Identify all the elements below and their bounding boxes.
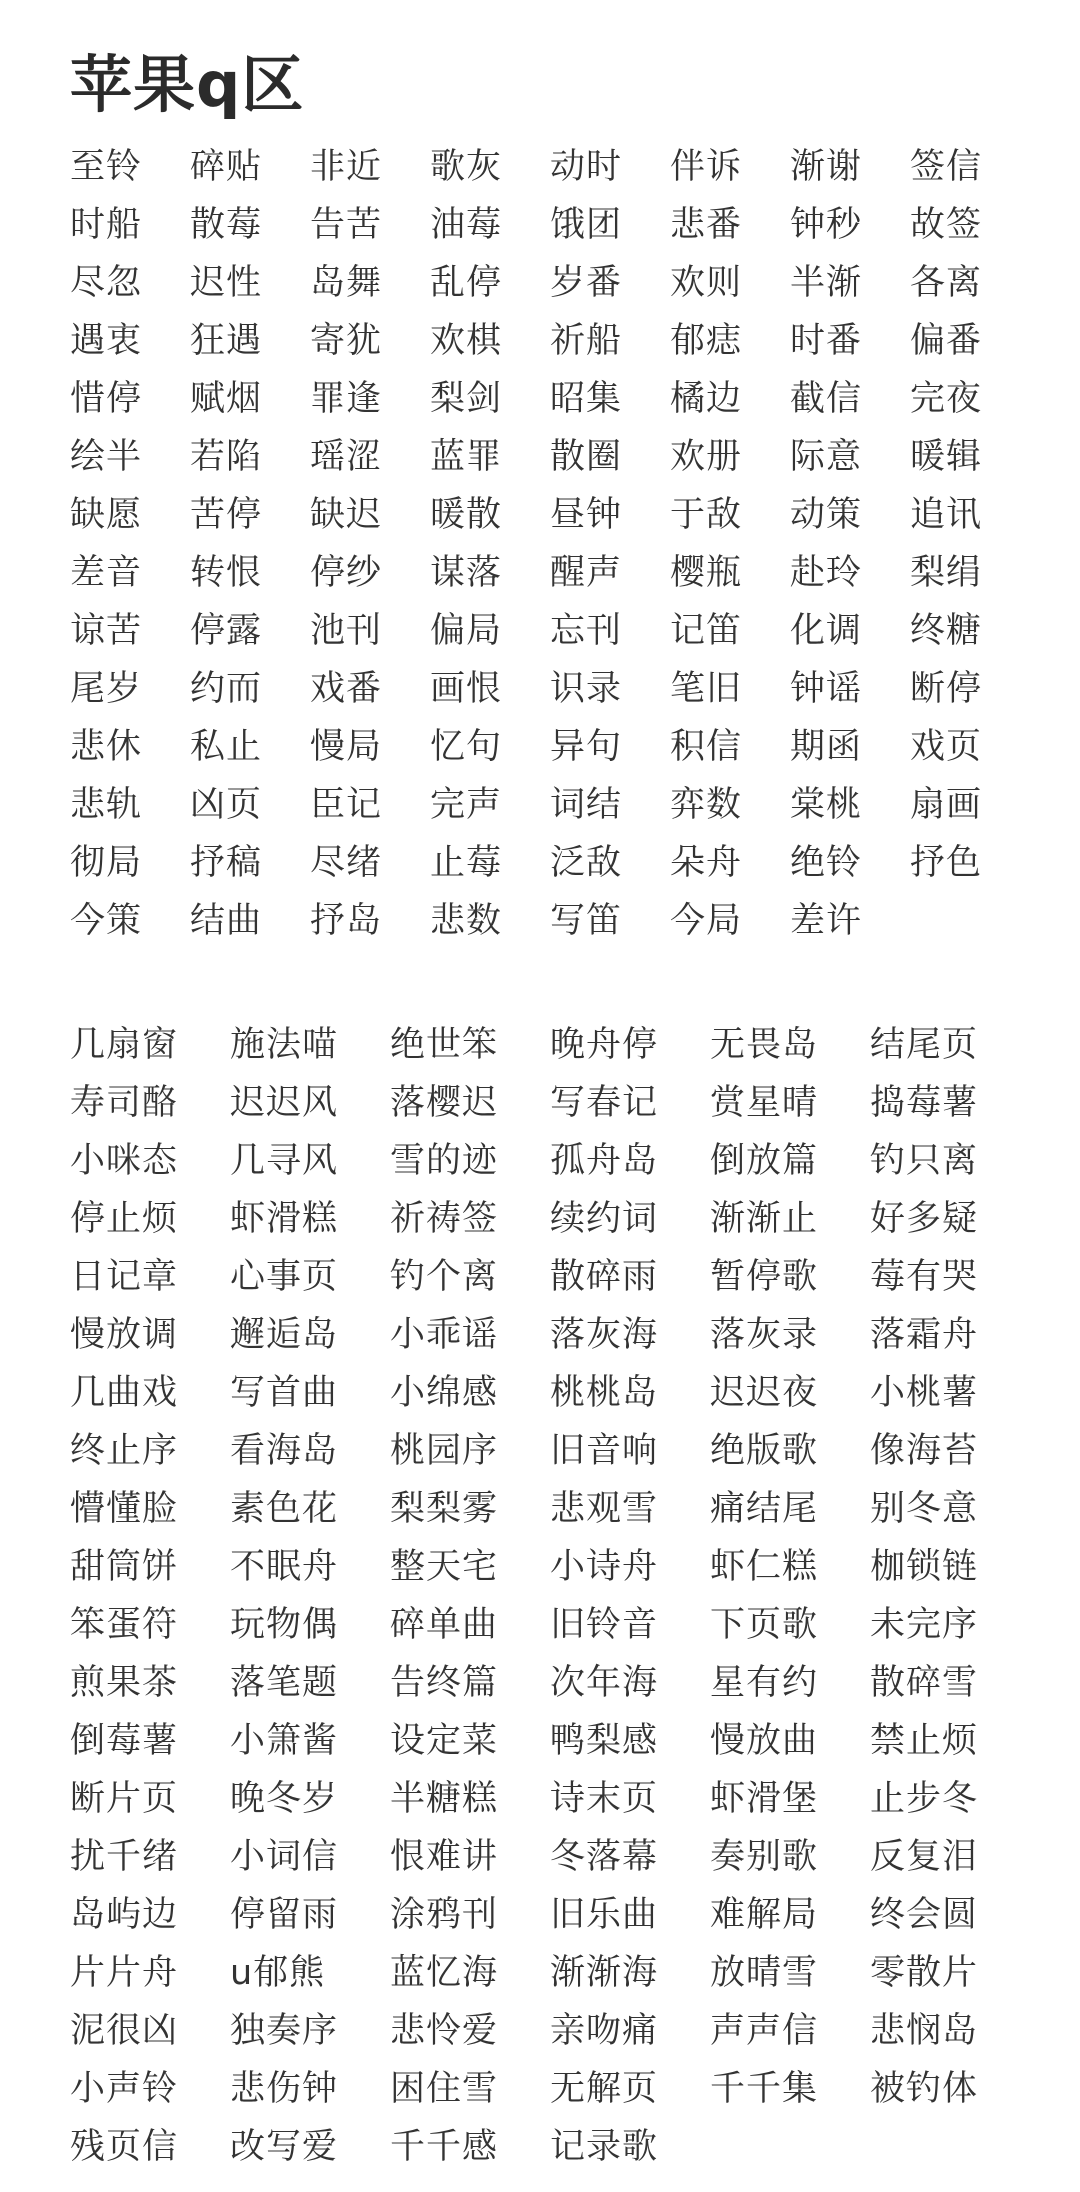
name-item: 樱瓶	[670, 553, 743, 593]
name-item: 钓只离	[870, 1141, 979, 1181]
name-item: 完夜	[910, 379, 983, 419]
name-item: 写春记	[550, 1083, 659, 1123]
name-item: 星有约	[710, 1663, 819, 1703]
two-char-name-grid	[70, 138, 1030, 950]
name-item: 抒岛	[310, 901, 383, 941]
name-item: 小诗舟	[550, 1547, 659, 1587]
name-item: 梨绢	[910, 553, 983, 593]
name-item: 续约词	[550, 1199, 659, 1239]
name-item: 散碎雨	[550, 1257, 659, 1297]
name-item: 邂逅岛	[230, 1315, 339, 1355]
name-item: 小词信	[230, 1837, 339, 1877]
name-item: 钓个离	[390, 1257, 499, 1297]
name-item: 落樱迟	[390, 1083, 499, 1123]
name-item: 写首曲	[230, 1373, 339, 1413]
name-item: 素色花	[230, 1489, 339, 1529]
name-item: 止步冬	[870, 1779, 979, 1819]
name-item: 罪逢	[310, 379, 383, 419]
name-item: 悲休	[70, 727, 143, 767]
name-item: 欢则	[670, 263, 743, 303]
name-item: 悲数	[430, 901, 503, 941]
name-item: 小声铃	[70, 2069, 179, 2109]
name-item: 施法喵	[230, 1025, 339, 1065]
name-item: 下页歌	[710, 1605, 819, 1645]
name-item: 倒放篇	[710, 1141, 819, 1181]
name-item: 乱停	[430, 263, 503, 303]
name-item: 诗末页	[550, 1779, 659, 1819]
name-item: 差许	[790, 901, 863, 941]
name-item: 桃桃岛	[550, 1373, 659, 1413]
name-item: 小咪态	[70, 1141, 179, 1181]
name-item: 期函	[790, 727, 863, 767]
name-item: 泛敌	[550, 843, 623, 883]
name-item: 告终篇	[390, 1663, 499, 1703]
name-item: 落笔题	[230, 1663, 339, 1703]
name-item: 倒莓薯	[70, 1721, 179, 1761]
name-item: 残页信	[70, 2127, 179, 2167]
name-item: 虾滑糕	[230, 1199, 339, 1239]
name-item: 几扇窗	[70, 1025, 179, 1065]
name-item: 片片舟	[70, 1953, 179, 1993]
name-item: 散圈	[550, 437, 623, 477]
name-item: 抒稿	[190, 843, 263, 883]
name-item: 缺愿	[70, 495, 143, 535]
name-item: 桃园序	[390, 1431, 499, 1471]
name-item: 词结	[550, 785, 623, 825]
name-item: 戏番	[310, 669, 383, 709]
name-item: 笨蛋符	[70, 1605, 179, 1645]
name-item: 彻局	[70, 843, 143, 883]
name-item: 甜筒饼	[70, 1547, 179, 1587]
name-item: 钟秒	[790, 205, 863, 245]
name-item: 结曲	[190, 901, 263, 941]
name-item: 绝版歌	[710, 1431, 819, 1471]
name-item: 橘边	[670, 379, 743, 419]
name-item: 苦停	[190, 495, 263, 535]
name-item: 暖散	[430, 495, 503, 535]
name-item: 小箫酱	[230, 1721, 339, 1761]
name-item: 告苦	[310, 205, 383, 245]
name-item: 几曲戏	[70, 1373, 179, 1413]
name-item: 化调	[790, 611, 863, 651]
name-item: 日记章	[70, 1257, 179, 1297]
name-item: 声声信	[710, 2011, 819, 2051]
name-item: 尽忽	[70, 263, 143, 303]
name-item: 捣莓薯	[870, 1083, 979, 1123]
name-item: 识录	[550, 669, 623, 709]
name-item: 莓有哭	[870, 1257, 979, 1297]
name-item: 冬落幕	[550, 1837, 659, 1877]
name-item: 看海岛	[230, 1431, 339, 1471]
name-item: 次年海	[550, 1663, 659, 1703]
name-item: 时船	[70, 205, 143, 245]
name-item: 渐渐海	[550, 1953, 659, 1993]
name-item: 涂鸦刊	[390, 1895, 499, 1935]
name-item: u郁熊	[230, 1953, 326, 1993]
name-item: 截信	[790, 379, 863, 419]
name-item: 断停	[910, 669, 983, 709]
name-item: 偏番	[910, 321, 983, 361]
name-item: 小绵感	[390, 1373, 499, 1413]
name-item: 狂遇	[190, 321, 263, 361]
name-item: 悲悯岛	[870, 2011, 979, 2051]
name-item: 半渐	[790, 263, 863, 303]
name-item: 别冬意	[870, 1489, 979, 1529]
name-item: 绘半	[70, 437, 143, 477]
name-item: 完声	[430, 785, 503, 825]
name-item: 奏别歌	[710, 1837, 819, 1877]
name-item: 积信	[670, 727, 743, 767]
name-item: 赋烟	[190, 379, 263, 419]
name-item: 祈祷签	[390, 1199, 499, 1239]
name-item: 渐渐止	[710, 1199, 819, 1239]
name-item: 寿司酪	[70, 1083, 179, 1123]
name-item: 郁痣	[670, 321, 743, 361]
name-item: 缺迟	[310, 495, 383, 535]
name-item: 际意	[790, 437, 863, 477]
name-item: 停留雨	[230, 1895, 339, 1935]
name-item: 放晴雪	[710, 1953, 819, 1993]
name-item: 落灰海	[550, 1315, 659, 1355]
name-item: 昭集	[550, 379, 623, 419]
name-item: 心事页	[230, 1257, 339, 1297]
name-item: 整天宅	[390, 1547, 499, 1587]
name-item: 像海苔	[870, 1431, 979, 1471]
name-item: 悲番	[670, 205, 743, 245]
name-item: 停露	[190, 611, 263, 651]
name-item: 惜停	[70, 379, 143, 419]
name-item: 岁番	[550, 263, 623, 303]
name-item: 停纱	[310, 553, 383, 593]
name-item: 棠桃	[790, 785, 863, 825]
name-item: 欢棋	[430, 321, 503, 361]
name-item: 停止烦	[70, 1199, 179, 1239]
name-item: 赏星晴	[710, 1083, 819, 1123]
name-item: 终止序	[70, 1431, 179, 1471]
name-item: 止莓	[430, 843, 503, 883]
name-item: 无畏岛	[710, 1025, 819, 1065]
name-item: 尾岁	[70, 669, 143, 709]
name-item: 戏页	[910, 727, 983, 767]
name-item: 反复泪	[870, 1837, 979, 1877]
name-item: 寄犹	[310, 321, 383, 361]
name-list-page	[70, 44, 1030, 2176]
name-item: 伴诉	[670, 147, 743, 187]
name-item: 祈船	[550, 321, 623, 361]
name-item: 臣记	[310, 785, 383, 825]
name-item: 凶页	[190, 785, 263, 825]
name-item: 笔旧	[670, 669, 743, 709]
name-item: 弈数	[670, 785, 743, 825]
name-item: 油莓	[430, 205, 503, 245]
name-item: 旧铃音	[550, 1605, 659, 1645]
name-item: 记录歌	[550, 2127, 659, 2167]
name-item: 落灰录	[710, 1315, 819, 1355]
name-item: 昼钟	[550, 495, 623, 535]
name-item: 签信	[910, 147, 983, 187]
name-item: 非近	[310, 147, 383, 187]
name-item: 恨难讲	[390, 1837, 499, 1877]
name-item: 终会圆	[870, 1895, 979, 1935]
name-item: 尽绪	[310, 843, 383, 883]
name-item: 慢放曲	[710, 1721, 819, 1761]
name-item: 好多疑	[870, 1199, 979, 1239]
name-item: 千千感	[390, 2127, 499, 2167]
name-item: 瑶涩	[310, 437, 383, 477]
name-item: 暖辑	[910, 437, 983, 477]
name-item: 旧乐曲	[550, 1895, 659, 1935]
name-item: 追讯	[910, 495, 983, 535]
name-item: 绝世笨	[390, 1025, 499, 1065]
name-item: 千千集	[710, 2069, 819, 2109]
name-item: 迟迟夜	[710, 1373, 819, 1413]
name-item: 偏局	[430, 611, 503, 651]
name-item: 泥很凶	[70, 2011, 179, 2051]
name-item: 悲怜爱	[390, 2011, 499, 2051]
name-item: 悲观雪	[550, 1489, 659, 1529]
name-item: 今策	[70, 901, 143, 941]
name-item: 晚冬岁	[230, 1779, 339, 1819]
name-item: 亲吻痛	[550, 2011, 659, 2051]
name-item: 断片页	[70, 1779, 179, 1819]
three-char-name-grid	[70, 1016, 1030, 2176]
name-item: 改写爱	[230, 2127, 339, 2167]
name-item: 独奏序	[230, 2011, 339, 2051]
name-item: 欢册	[670, 437, 743, 477]
name-item: 动策	[790, 495, 863, 535]
name-item: 玩物偶	[230, 1605, 339, 1645]
name-item: 忘刊	[550, 611, 623, 651]
name-item: 落霜舟	[870, 1315, 979, 1355]
name-item: 异句	[550, 727, 623, 767]
name-item: 谋落	[430, 553, 503, 593]
name-item: 各离	[910, 263, 983, 303]
name-item: 设定菜	[390, 1721, 499, 1761]
name-item: 钟谣	[790, 669, 863, 709]
name-item: 禁止烦	[870, 1721, 979, 1761]
name-item: 枷锁链	[870, 1547, 979, 1587]
name-item: 暂停歌	[710, 1257, 819, 1297]
name-item: 慢局	[310, 727, 383, 767]
name-item: 小桃薯	[870, 1373, 979, 1413]
name-item: 渐谢	[790, 147, 863, 187]
name-item: 被钓体	[870, 2069, 979, 2109]
name-item: 至铃	[70, 147, 143, 187]
name-item: 绝铃	[790, 843, 863, 883]
name-item: 虾滑堡	[710, 1779, 819, 1819]
name-item: 晚舟停	[550, 1025, 659, 1065]
name-item: 梨剑	[430, 379, 503, 419]
name-item: 动时	[550, 147, 623, 187]
name-item: 若陷	[190, 437, 263, 477]
name-item: 转恨	[190, 553, 263, 593]
name-item: 扇画	[910, 785, 983, 825]
name-item: 岛屿边	[70, 1895, 179, 1935]
name-item: 迟迟风	[230, 1083, 339, 1123]
name-item: 慢放调	[70, 1315, 179, 1355]
name-item: 蓝忆海	[390, 1953, 499, 1993]
name-item: 时番	[790, 321, 863, 361]
name-item: 不眠舟	[230, 1547, 339, 1587]
name-item: 忆句	[430, 727, 503, 767]
name-item: 于敌	[670, 495, 743, 535]
name-item: 遇衷	[70, 321, 143, 361]
name-item: 池刊	[310, 611, 383, 651]
name-item: 朵舟	[670, 843, 743, 883]
name-item: 半糖糕	[390, 1779, 499, 1819]
name-item: 痛结尾	[710, 1489, 819, 1529]
name-item: 悲轨	[70, 785, 143, 825]
name-item: 散碎雪	[870, 1663, 979, 1703]
name-item: 零散片	[870, 1953, 979, 1993]
name-item: 无解页	[550, 2069, 659, 2109]
name-item: 私止	[190, 727, 263, 767]
name-item: 终糖	[910, 611, 983, 651]
name-item: 醒声	[550, 553, 623, 593]
name-item: 懵懂脸	[70, 1489, 179, 1529]
page-title: 苹果q区	[70, 48, 305, 121]
name-item: 煎果茶	[70, 1663, 179, 1703]
name-item: 歌灰	[430, 147, 503, 187]
name-item: 未完序	[870, 1605, 979, 1645]
name-item: 雪的迹	[390, 1141, 499, 1181]
name-item: 难解局	[710, 1895, 819, 1935]
name-item: 蓝罪	[430, 437, 503, 477]
name-item: 画恨	[430, 669, 503, 709]
name-item: 记笛	[670, 611, 743, 651]
name-item: 梨梨雾	[390, 1489, 499, 1529]
name-item: 抒色	[910, 843, 983, 883]
name-item: 虾仁糕	[710, 1547, 819, 1587]
name-item: 约而	[190, 669, 263, 709]
name-item: 散莓	[190, 205, 263, 245]
name-item: 碎贴	[190, 147, 263, 187]
name-item: 小乖谣	[390, 1315, 499, 1355]
name-item: 困住雪	[390, 2069, 499, 2109]
name-item: 几寻风	[230, 1141, 339, 1181]
name-item: 今局	[670, 901, 743, 941]
name-item: 故签	[910, 205, 983, 245]
name-item: 谅苦	[70, 611, 143, 651]
name-item: 孤舟岛	[550, 1141, 659, 1181]
name-item: 赴玲	[790, 553, 863, 593]
name-item: 鸭梨感	[550, 1721, 659, 1761]
name-item: 结尾页	[870, 1025, 979, 1065]
name-item: 写笛	[550, 901, 623, 941]
name-item: 悲伤钟	[230, 2069, 339, 2109]
name-item: 饿团	[550, 205, 623, 245]
name-item: 迟性	[190, 263, 263, 303]
name-item: 旧音响	[550, 1431, 659, 1471]
name-item: 碎单曲	[390, 1605, 499, 1645]
name-item: 差音	[70, 553, 143, 593]
name-item: 岛舞	[310, 263, 383, 303]
name-item: 扰千绪	[70, 1837, 179, 1877]
